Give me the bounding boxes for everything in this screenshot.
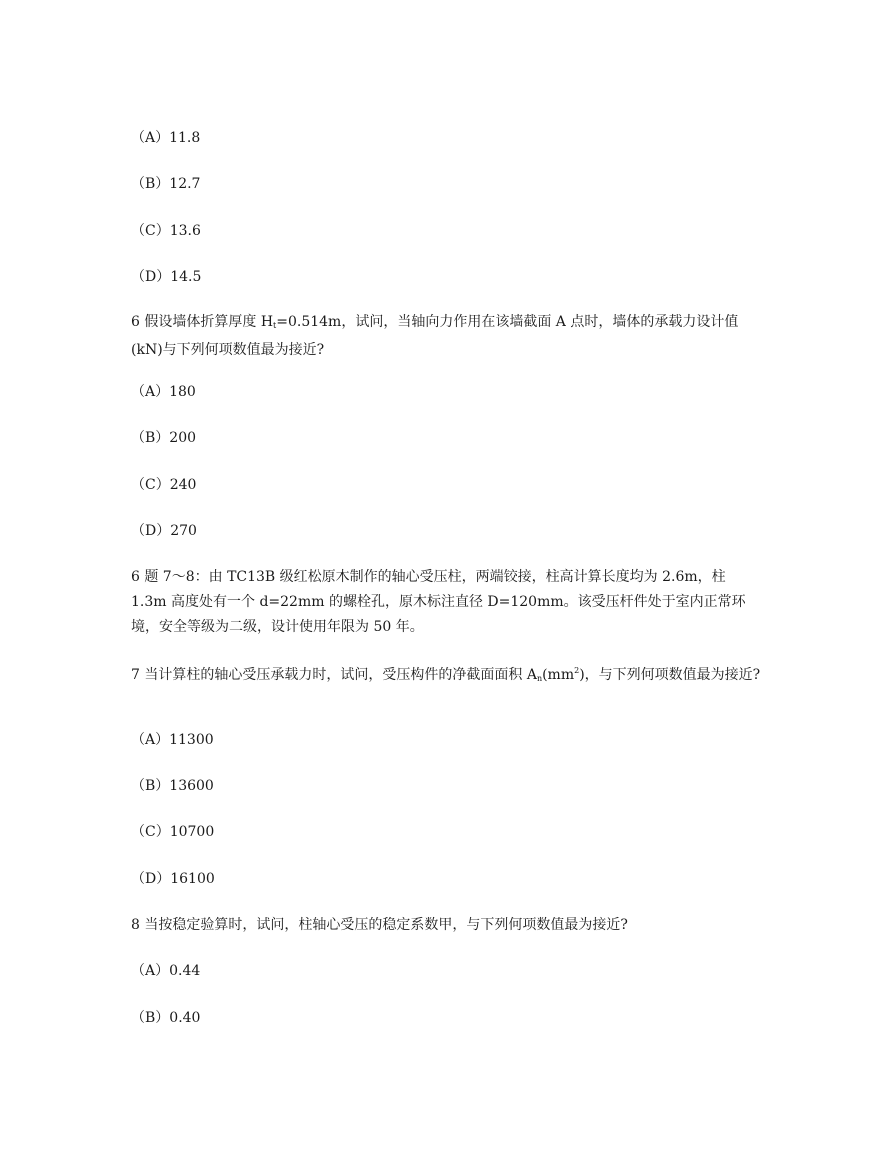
q6-subscript: t bbox=[273, 321, 277, 330]
q5-option-a: （A）11.8 bbox=[131, 130, 201, 146]
q7-text-mid: (mm bbox=[542, 667, 575, 683]
intro-7-8: 6 题 7～8：由 TC13B 级红松原木制作的轴心受压柱，两端铰接，柱高计算长度均为 2.6m，柱 1.3m 高度处有一个 d=22mm 的螺栓孔，原木标注直径 D=120mm。该受压杆件处于室内正常环境，安全等级为二级，设计使用年限为 50 年。 bbox=[131, 569, 746, 635]
q7-text-post: )，与下列何项数值最为接近? bbox=[579, 667, 761, 683]
q8-option-b: （B）0.40 bbox=[131, 1010, 201, 1026]
q7-question bbox=[131, 658, 761, 691]
q7-option-d: （D）16100 bbox=[131, 871, 215, 887]
q6-text-pre: 假设墙体折算厚度 H bbox=[139, 314, 274, 330]
q8-option-a: （A）0.44 bbox=[131, 963, 201, 979]
q6-text-post: =0.514m，试问，当轴向力作用在该墙截面 A 点时，墙体的承载力设计值(kN)与下列何项数值最为接近? bbox=[131, 314, 739, 358]
q7-option-b: （B）13600 bbox=[131, 778, 214, 794]
q7-superscript: 2 bbox=[574, 666, 580, 675]
q7-option-a: （A）11300 bbox=[131, 732, 214, 748]
q6-option-b: （B）200 bbox=[131, 430, 197, 446]
q5-option-b: （B）12.7 bbox=[131, 176, 201, 192]
q6-number: 6 bbox=[131, 314, 140, 330]
q6-question bbox=[131, 310, 761, 363]
q7-subscript: n bbox=[536, 674, 543, 683]
q7-option-c: （C）10700 bbox=[131, 824, 215, 840]
q7-number: 7 bbox=[131, 667, 140, 683]
q6-option-a: （A）180 bbox=[131, 384, 196, 400]
q7-text-pre: 当计算柱的轴心受压承载力时，试问，受压构件的净截面面积 A bbox=[139, 667, 537, 683]
q5-option-c: （C）13.6 bbox=[131, 223, 201, 239]
q6-option-d: （D）270 bbox=[131, 523, 197, 539]
q6-option-c: （C）240 bbox=[131, 477, 197, 493]
q8-question: 8 当按稳定验算时，试问，柱轴心受压的稳定系数甲，与下列何项数值最为接近? bbox=[131, 917, 628, 933]
q5-option-d: （D）14.5 bbox=[131, 269, 202, 285]
